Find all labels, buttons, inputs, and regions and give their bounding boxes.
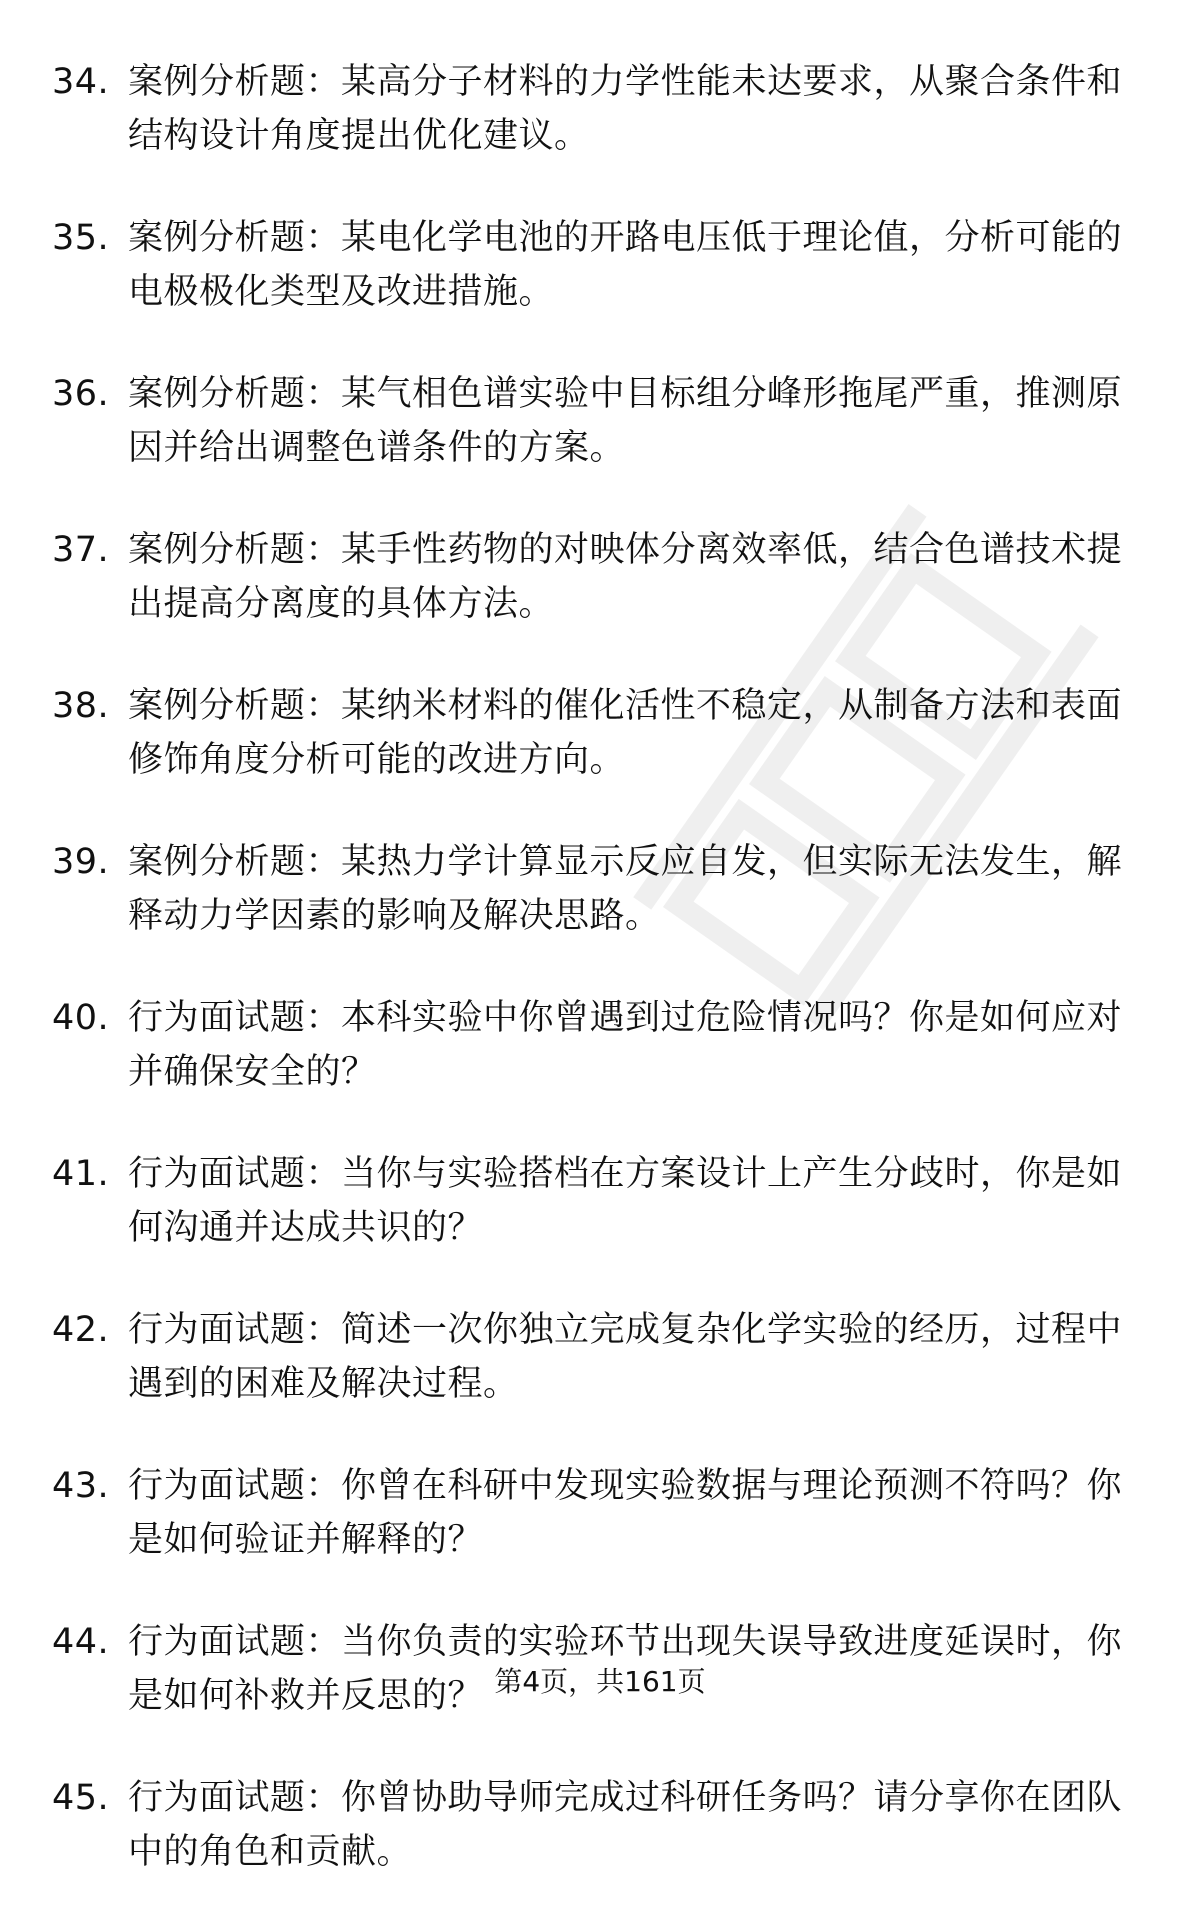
list-item <box>52 679 1142 787</box>
list-item <box>52 1459 1142 1567</box>
question-number: 37. <box>52 530 110 570</box>
question-number: 44. <box>52 1622 110 1662</box>
question-text: 案例分析题：某高分子材料的力学性能未达要求，从聚合条件和结构设计角度提出优化建议。 <box>128 62 1123 156</box>
question-number: 36. <box>52 374 110 414</box>
question-text: 案例分析题：某电化学电池的开路电压低于理论值，分析可能的电极极化类型及改进措施。 <box>128 218 1123 312</box>
question-number: 38. <box>52 686 110 726</box>
page-number-footer: 第4页，共161页 <box>494 1665 706 1698</box>
question-text: 行为面试题：你曾协助导师完成过科研任务吗？请分享你在团队中的角色和贡献。 <box>128 1778 1123 1872</box>
list-item <box>52 523 1142 631</box>
question-text: 案例分析题：某纳米材料的催化活性不稳定，从制备方法和表面修饰角度分析可能的改进方向。 <box>128 686 1123 780</box>
question-text: 行为面试题：当你负责的实验环节出现失误导致进度延误时，你是如何补救并反思的？ <box>128 1622 1123 1716</box>
question-number: 41. <box>52 1154 110 1194</box>
list-item <box>52 1771 1142 1879</box>
question-number: 43. <box>52 1466 110 1506</box>
question-number: 40. <box>52 998 110 1038</box>
list-item <box>52 55 1142 163</box>
list-item <box>52 1303 1142 1411</box>
question-number: 42. <box>52 1310 110 1350</box>
question-list <box>52 55 1142 1927</box>
question-text: 案例分析题：某手性药物的对映体分离效率低，结合色谱技术提出提高分离度的具体方法。 <box>128 530 1123 624</box>
list-item <box>52 211 1142 319</box>
question-text: 行为面试题：当你与实验搭档在方案设计上产生分歧时，你是如何沟通并达成共识的？ <box>128 1154 1123 1248</box>
question-text: 案例分析题：某气相色谱实验中目标组分峰形拖尾严重，推测原因并给出调整色谱条件的方案。 <box>128 374 1123 468</box>
question-number: 45. <box>52 1778 110 1818</box>
list-item <box>52 991 1142 1099</box>
question-text: 行为面试题：你曾在科研中发现实验数据与理论预测不符吗？你是如何验证并解释的？ <box>128 1466 1123 1560</box>
list-item <box>52 835 1142 943</box>
question-text: 案例分析题：某热力学计算显示反应自发，但实际无法发生，解释动力学因素的影响及解决思路。 <box>128 842 1123 936</box>
question-text: 行为面试题：本科实验中你曾遇到过危险情况吗？你是如何应对并确保安全的？ <box>128 998 1123 1092</box>
question-number: 39. <box>52 842 110 882</box>
question-number: 35. <box>52 218 110 258</box>
list-item <box>52 367 1142 475</box>
question-text: 行为面试题：简述一次你独立完成复杂化学实验的经历，过程中遇到的困难及解决过程。 <box>128 1310 1123 1404</box>
list-item <box>52 1147 1142 1255</box>
question-number: 34. <box>52 62 110 102</box>
